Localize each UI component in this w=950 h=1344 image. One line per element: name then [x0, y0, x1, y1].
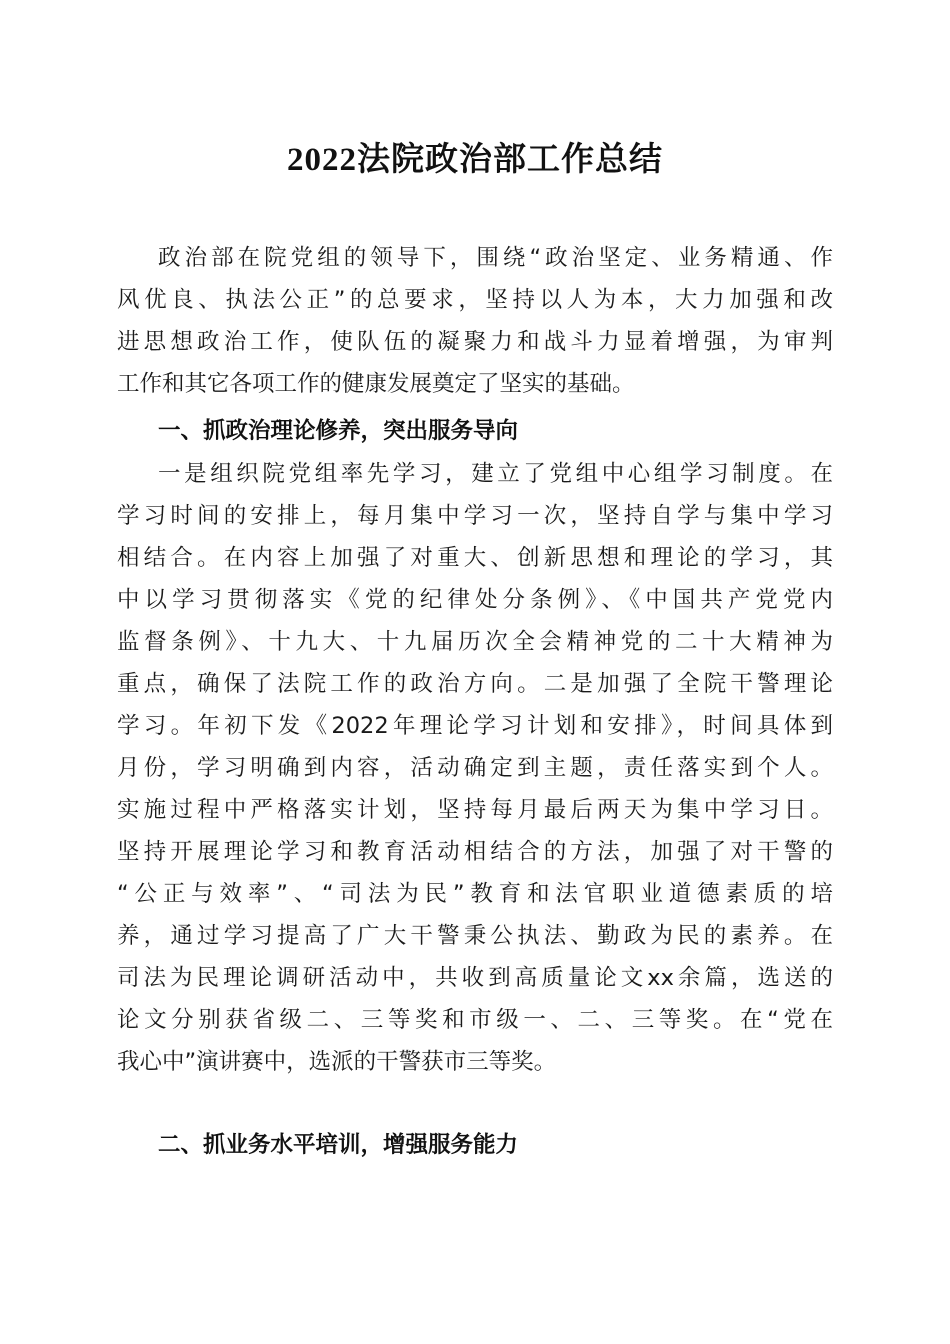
- paragraph-line: 月份，学习明确到内容，活动确定到主题，责任落实到个人。: [117, 755, 833, 781]
- paragraph-line: 中以学习贯彻落实《党的纪律处分条例》、《中国共产党党内: [117, 587, 833, 613]
- paragraph-line: 相结合。在内容上加强了对重大、创新思想和理论的学习，其: [117, 545, 833, 571]
- paragraph-line: 一是组织院党组率先学习，建立了党组中心组学习制度。在: [158, 461, 833, 487]
- paragraph-line: 监督条例》、十九大、十九届历次全会精神党的二十大精神为: [117, 629, 833, 655]
- paragraph-line: 司法为民理论调研活动中，共收到高质量论文xx余篇，选送的: [117, 965, 833, 991]
- paragraph-line: 坚持开展理论学习和教育活动相结合的方法，加强了对干警的: [117, 839, 833, 865]
- paragraph-line: 重点，确保了法院工作的政治方向。二是加强了全院干警理论: [117, 671, 833, 697]
- paragraph-line: 政治部在院党组的领导下，围绕“政治坚定、业务精通、作: [158, 245, 833, 271]
- paragraph-line: 我心中”演讲赛中，选派的干警获市三等奖。: [117, 1049, 557, 1075]
- paragraph-line: 进思想政治工作，使队伍的凝聚力和战斗力显着增强，为审判: [117, 329, 833, 355]
- paragraph-line: “公正与效率”、“司法为民”教育和法官职业道德素质的培: [117, 881, 833, 907]
- section-heading: 一、抓政治理论修养，突出服务导向: [158, 418, 519, 444]
- paragraph-line: 论文分别获省级二、三等奖和市级一、二、三等奖。在“党在: [117, 1007, 833, 1033]
- paragraph-line: 风优良、执法公正”的总要求，坚持以人为本，大力加强和改: [117, 287, 833, 313]
- paragraph-line: 学习。年初下发《2022年理论学习计划和安排》，时间具体到: [117, 713, 833, 739]
- section-heading: 二、抓业务水平培训，增强服务能力: [158, 1132, 519, 1158]
- paragraph-line: 工作和其它各项工作的健康发展奠定了坚实的基础。: [117, 371, 635, 397]
- document-title: 2022法院政治部工作总结: [287, 142, 663, 178]
- paragraph-line: 实施过程中严格落实计划，坚持每月最后两天为集中学习日。: [117, 797, 833, 823]
- paragraph-line: 学习时间的安排上，每月集中学习一次，坚持自学与集中学习: [117, 503, 833, 529]
- paragraph-line: 养，通过学习提高了广大干警秉公执法、勤政为民的素养。在: [117, 923, 833, 949]
